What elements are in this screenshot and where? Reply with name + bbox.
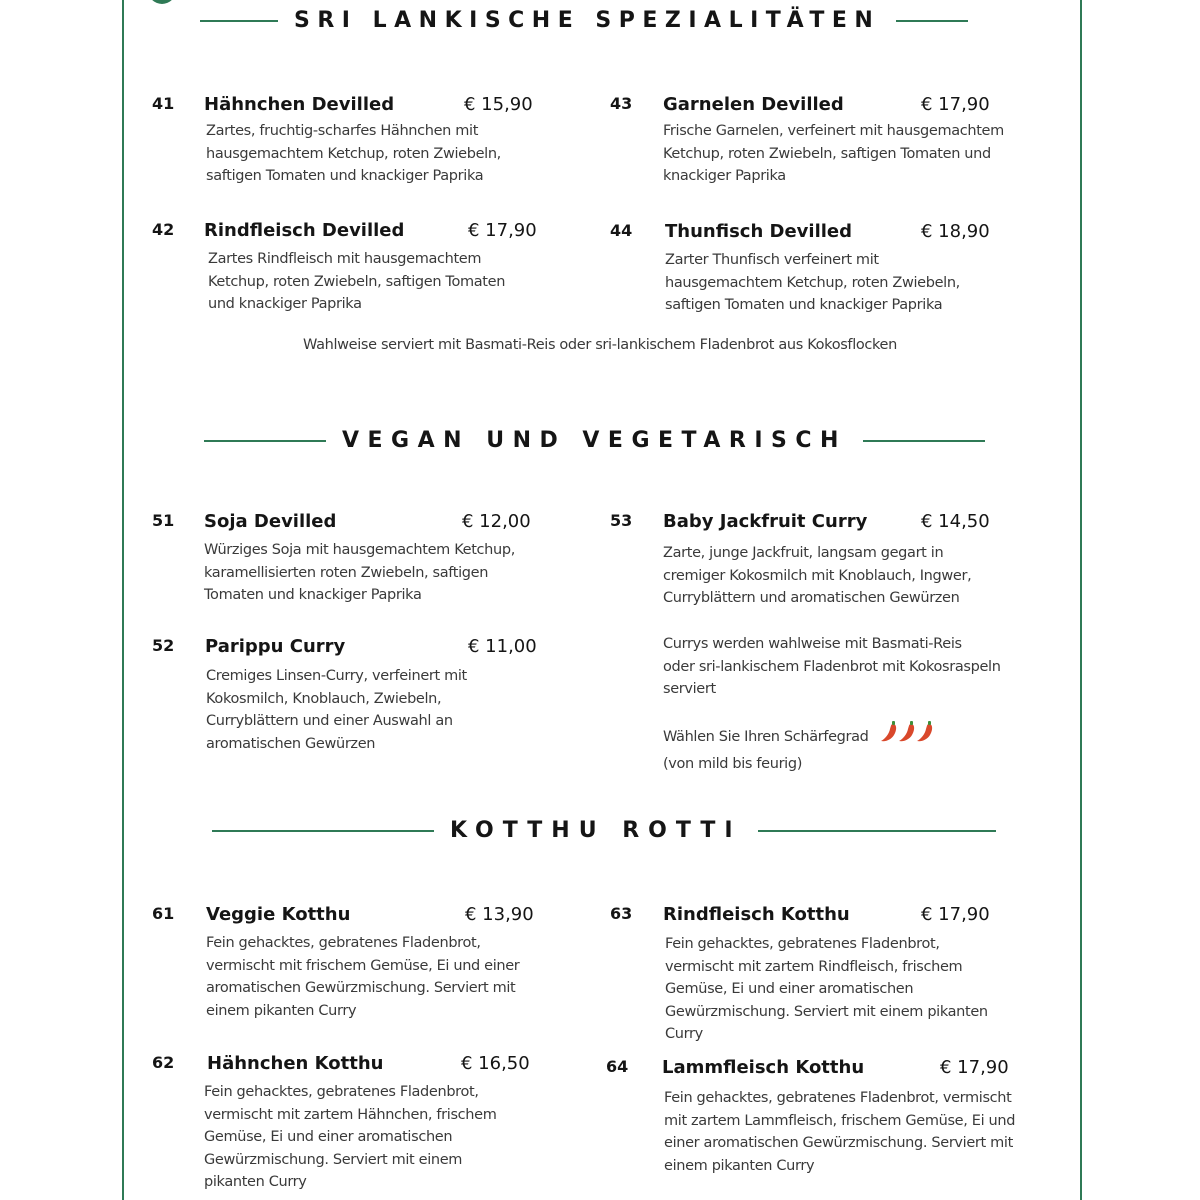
item-price: € 13,90 <box>465 904 534 925</box>
item-description: Fein gehacktes, gebratenes Fladenbrot, vermischt mit zartem Lammfleisch, frischem Gemüse, Ei und einer aromatischen Gewürzmischung. Serviert mit einem pikanten Curry <box>664 1090 1016 1174</box>
item-name: Hähnchen Devilled <box>204 94 395 115</box>
item-number: 42 <box>152 220 175 239</box>
serving-footnote: Wahlweise serviert mit Basmati-Reis oder sri-lankischem Fladenbrot aus Kokosflocken <box>303 337 897 353</box>
item-price: € 18,90 <box>921 221 990 242</box>
section-title: SRI LANKISCHE SPEZIALITÄTEN <box>294 8 881 33</box>
item-name: Veggie Kotthu <box>206 904 351 925</box>
section-header-sri-lanka <box>200 8 1002 33</box>
item-number: 64 <box>606 1057 629 1076</box>
item-price: € 16,50 <box>461 1053 530 1074</box>
divider-right <box>758 830 996 832</box>
item-description: Frische Garnelen, verfeinert mit hausgemachtem Ketchup, roten Zwiebeln, saftigen Tomaten und knackiger Paprika <box>663 123 1004 184</box>
item-price: € 17,90 <box>940 1057 1009 1078</box>
chili-pepper-icon <box>879 721 939 753</box>
item-number: 63 <box>610 904 633 923</box>
item-price: € 12,00 <box>462 511 531 532</box>
item-number: 53 <box>610 511 633 530</box>
item-name: Lammfleisch Kotthu <box>662 1057 865 1078</box>
item-number: 44 <box>610 221 633 240</box>
item-price: € 11,00 <box>468 636 537 657</box>
section-title: VEGAN UND VEGETARISCH <box>342 428 847 453</box>
item-price: € 17,90 <box>921 904 990 925</box>
item-description: Zartes Rindfleisch mit hausgemachtem Ketchup, roten Zwiebeln, saftigen Tomaten und knackiger Paprika <box>208 251 506 312</box>
spice-level-note: Wählen Sie Ihren Schärfegrad (von mild bis feurig) <box>663 721 1043 775</box>
item-description: Fein gehacktes, gebratenes Fladenbrot, vermischt mit zartem Rindfleisch, frischem Gemüse, Ei und einer aromatischen Gewürzmischung. Serviert mit einem pikanten Curry <box>665 936 988 1042</box>
section-header-kotthu <box>212 818 1002 843</box>
item-description: Zarte, junge Jackfruit, langsam gegart in cremiger Kokosmilch mit Knoblauch, Ingwer, Curryblättern und aromatischen Gewürzen <box>663 545 972 606</box>
section-title: KOTTHU ROTTI <box>450 818 742 843</box>
divider-right <box>863 440 985 442</box>
item-price: € 15,90 <box>464 94 533 115</box>
item-number: 61 <box>152 904 175 923</box>
item-name: Soja Devilled <box>204 511 337 532</box>
item-description: Zartes, fruchtig-scharfes Hähnchen mit hausgemachtem Ketchup, roten Zwiebeln, saftigen Tomaten und knackiger Paprika <box>206 123 501 184</box>
item-description: Zarter Thunfisch verfeinert mit hausgemachtem Ketchup, roten Zwiebeln, saftigen Tomaten und knackiger Paprika <box>665 252 960 313</box>
item-number: 52 <box>152 636 175 655</box>
item-number: 41 <box>152 94 175 113</box>
divider-left <box>200 20 278 22</box>
item-description: Fein gehacktes, gebratenes Fladenbrot, vermischt mit zartem Hähnchen, frischem Gemüse, Ei und einer aromatischen Gewürzmischung. Serviert mit einem pikanten Curry <box>204 1084 497 1190</box>
item-description: Cremiges Linsen-Curry, verfeinert mit Kokosmilch, Knoblauch, Zwiebeln, Curryblättern und einer Auswahl an aromatischen Gewürzen <box>206 668 467 752</box>
page-border-right <box>1080 0 1082 1200</box>
item-price: € 14,50 <box>921 511 990 532</box>
item-description: Würziges Soja mit hausgemachtem Ketchup, karamellisierten roten Zwiebeln, saftigen Tomaten und knackiger Paprika <box>204 542 515 603</box>
divider-left <box>212 830 434 832</box>
item-name: Thunfisch Devilled <box>665 221 853 242</box>
leaf-decoration-icon <box>148 0 176 4</box>
item-name: Garnelen Devilled <box>663 94 844 115</box>
section-header-vegan <box>204 428 1002 453</box>
item-name: Rindfleisch Kotthu <box>663 904 850 925</box>
page-border-left <box>122 0 124 1200</box>
item-name: Hähnchen Kotthu <box>207 1053 384 1074</box>
divider-left <box>204 440 326 442</box>
item-price: € 17,90 <box>921 94 990 115</box>
curry-serving-note: Currys werden wahlweise mit Basmati-Reis oder sri-lankischem Fladenbrot mit Kokosraspeln serviert <box>663 636 1001 697</box>
item-price: € 17,90 <box>468 220 537 241</box>
item-name: Baby Jackfruit Curry <box>663 511 868 532</box>
divider-right <box>896 20 968 22</box>
item-number: 43 <box>610 94 633 113</box>
item-name: Rindfleisch Devilled <box>204 220 405 241</box>
item-name: Parippu Curry <box>205 636 346 657</box>
item-number: 51 <box>152 511 175 530</box>
item-description: Fein gehacktes, gebratenes Fladenbrot, vermischt mit frischem Gemüse, Ei und einer aromatischen Gewürzmischung. Serviert mit einem pikanten Curry <box>206 935 520 1019</box>
item-number: 62 <box>152 1053 175 1072</box>
